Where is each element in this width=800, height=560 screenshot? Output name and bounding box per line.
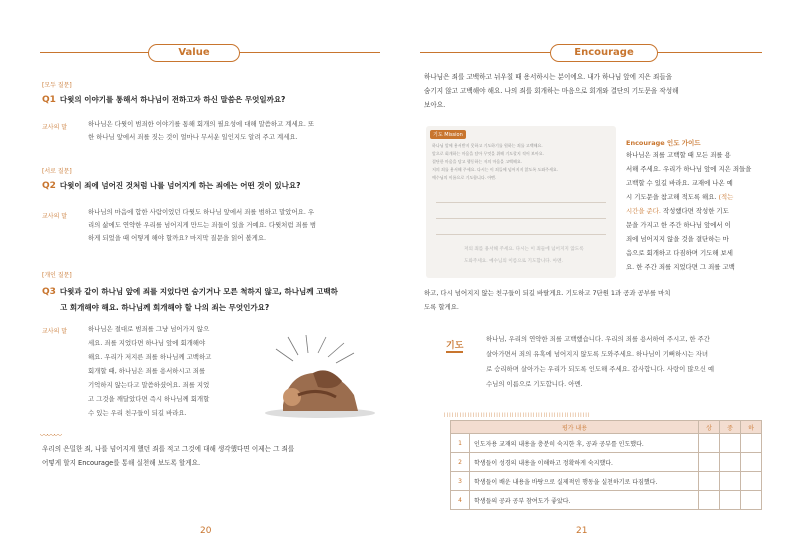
mission-writing-line-2[interactable] xyxy=(436,218,606,219)
guide-title: Encourage 인도 가이드 xyxy=(626,139,701,147)
rating-cell[interactable] xyxy=(699,453,720,472)
guide-text: 하나님은 죄를 고백할 때 모든 죄를 용 서해 주세요. 우리가 하나님 앞에 지은 죄들을 고백할 수 있길 바라요. 교재에 나온 예 시 기도문을 참고해 적도록 해요. (적는 시간을 준다. 작성했다면 작성한 기도 문을 가지고 한 주간 하나님 앞에서 이 죄에 넘어지지 않을 것을 결단하는 마 음으로 회개하고 다짐하며 기도해 보세 요. 한 주간 죄를 지었다면 그 죄를 고백 xyxy=(626,151,752,271)
rating-cell[interactable] xyxy=(699,472,720,491)
q2-tag: [서로 질문] xyxy=(42,168,72,175)
prayer-label: 기도 xyxy=(446,338,463,353)
rating-cell[interactable] xyxy=(720,491,741,510)
mission-instructions: 하나님 앞에 용서받지 못하고 기도하기를 원하는 죄를 고백해요. 앞으로 회개하는 마음을 담아 무엇을 위해 기도할지 적어 보아요. 결단한 마음을 담고 행동하는 저의 마음을 고백해요. 저의 죄를 용서해 주세요. 다시는 이 죄들에 넘어지지 않도록 도와주세요. 예수님의 이름으로 기도합니다. 아멘. xyxy=(432,143,559,180)
rating-cell[interactable] xyxy=(741,491,762,510)
q1-teacher-label: 교사의 말 xyxy=(42,124,68,131)
q2-question: Q2 다윗이 죄에 넘어진 것처럼 나를 넘어지게 하는 죄에는 어떤 것이 있나요? xyxy=(42,181,301,191)
table-row: 2 학생들이 성경의 내용을 이해하고 정확하게 숙지했다. xyxy=(451,453,762,472)
praying-figure-illustration xyxy=(258,335,378,420)
mission-writing-line-3[interactable] xyxy=(436,234,606,235)
guide-continued: 하고, 다시 넘어지지 않는 친구들이 되길 바랄게요. 기도하고 7단원 1과 공과 공부를 마치 도록 할게요. xyxy=(424,289,671,311)
table-tick-decoration: | | | | | | | | | | | | | | | | | | | | | | | | | | | | | | | | | | | | | | | | | | | | | | | | | | | | | | | | xyxy=(444,412,590,417)
left-header-title: Value xyxy=(148,44,240,62)
page-number-right: 21 xyxy=(576,526,588,536)
mission-writing-line-1[interactable] xyxy=(436,202,606,203)
right-header-title: Encourage xyxy=(550,44,658,62)
evaluation-table xyxy=(450,420,762,510)
q3-teacher-label: 교사의 말 xyxy=(42,328,68,335)
q3-teacher-text: 하나님은 절대로 범죄를 그냥 넘어가지 않으 세요. 죄를 지었다면 하나님 앞에 회개해야 해요. 우리가 저지른 죄를 하나님께 고백하고 회개할 때, 하나님은 죄를 용서하시고 죄를 기억하지 않는다고 말씀하셨어요. 죄를 지었 고 그것을 깨달았다면 즉시 하나님께 회개할 수 있는 우리 친구들이 되길 바라요. xyxy=(88,325,212,417)
rating-cell[interactable] xyxy=(699,491,720,510)
table-row: 4 학생들의 공과 공부 참여도가 좋았다. xyxy=(451,491,762,510)
q2-teacher-text: 하나님의 마음에 합한 사람이었던 다윗도 하나님 앞에서 죄를 범하고 말았어요. 우 리의 삶에도 연약한 우리를 넘어지게 만드는 죄들이 있을 거예요. 다윗처럼 죄를 범 하게 되었을 때 어떻게 해야 할까요? 마지막 질문을 읽어 볼게요. xyxy=(88,208,317,242)
rating-cell[interactable] xyxy=(699,434,720,453)
mission-title: 기도 Mission xyxy=(430,130,466,139)
q1-tag: [모두 질문] xyxy=(42,82,72,89)
rating-cell[interactable] xyxy=(720,472,741,491)
decorative-wave: 〰〰〰 xyxy=(40,431,61,440)
col-header-high: 상 xyxy=(699,421,720,434)
page-number-left: 20 xyxy=(200,526,212,536)
table-row: 3 학생들이 배운 내용을 바탕으로 실제적인 행동을 실천하기로 다짐했다. xyxy=(451,472,762,491)
rating-cell[interactable] xyxy=(741,434,762,453)
table-row: 1 인도자용 교재의 내용을 충분히 숙지한 후, 공과 공부를 인도했다. xyxy=(451,434,762,453)
q3-tag: [개인 질문] xyxy=(42,272,72,279)
q1-teacher-text: 하나님은 다윗이 범죄한 이야기를 통해 회개의 필요성에 대해 말씀하고 계세요. 또 한 하나님 앞에서 죄를 짓는 것이 얼마나 무서운 일인지도 알려 주고 계세요. xyxy=(88,120,315,141)
mission-sample-prayer: 저의 죄를 용서해 주세요. 다시는 이 죄들에 넘어지지 않도록 도와주세요. 예수님의 이름으로 기도합니다. 아멘. xyxy=(464,247,584,264)
col-header-low: 하 xyxy=(741,421,762,434)
col-header-content: 평가 내용 xyxy=(451,421,699,434)
q2-teacher-label: 교사의 말 xyxy=(42,213,68,220)
col-header-mid: 중 xyxy=(720,421,741,434)
q1-question: Q1 다윗의 이야기를 통해서 하나님이 전하고자 하신 말씀은 무엇일까요? xyxy=(42,95,286,105)
rating-cell[interactable] xyxy=(741,472,762,491)
q3-question: Q3 다윗과 같이 하나님 앞에 죄를 지었다면 숨기거나 모른 척하지 않고, 하나님께 고백하 고 회개해야 해요. 하나님께 회개해야 할 나의 죄는 무엇인가요? xyxy=(42,287,338,312)
encourage-intro: 하나님은 죄를 고백하고 뉘우칠 때 용서하시는 분이에요. 내가 하나님 앞에 지은 죄들을 숨기지 않고 고백해야 해요. 나의 죄를 회개하는 마음으로 회개와 결단의 기도문을 작성해 보아요. xyxy=(424,73,679,109)
rating-cell[interactable] xyxy=(741,453,762,472)
prayer-text: 하나님, 우리의 연약한 죄를 고백했습니다. 우리의 죄를 용서하여 주시고, 한 주간 살아가면서 죄의 유혹에 넘어지지 않도록 도와주세요. 하나님이 기뻐하시는 자녀 로 승리하며 살아가는 우리가 되도록 인도해 주세요. 감사합니다. 사랑이 많으신 예 수님의 이름으로 기도합니다. 아멘. xyxy=(486,335,715,388)
rating-cell[interactable] xyxy=(720,453,741,472)
closing-text: 우리의 은밀한 죄, 나를 넘어지게 했던 죄를 적고 그것에 대해 생각했다면 이제는 그 죄를 어떻게 할지 Encourage를 통해 실천해 보도록 할게요. xyxy=(42,445,295,467)
rating-cell[interactable] xyxy=(720,434,741,453)
